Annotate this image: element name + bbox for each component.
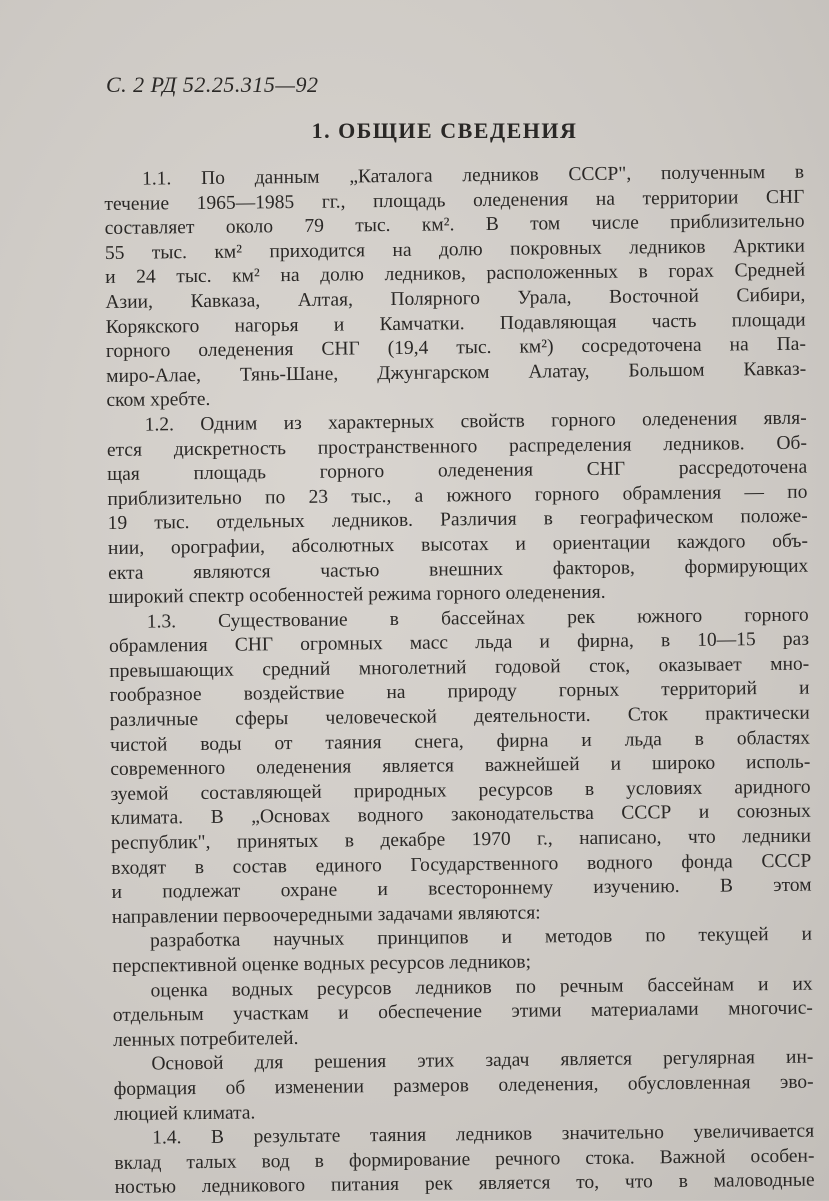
section-body [104,161,815,1201]
text-line: 55 тыс. км² приходится на долю покровных ледников Арктики [104,235,805,264]
text-line: ностью ледникового питания рек является то, что в маловодные [114,1169,815,1199]
text-line: 1.3. Существование в бассейнах рек южного горного [146,604,809,633]
text-line: оценка водных ресурсов ледников по речным бассейнам и их [150,973,813,1002]
text-line: течение 1965—1985 гг., площадь оледенения на территории СНГ [104,186,805,215]
text-line: климата. В „Основах водного законодательства СССР и союзных [110,801,811,830]
text-line: щая площадь горного оледенения СНГ рассредоточена [107,456,808,486]
text-line: широкий спектр особенностей режима горного оледенения. [108,581,606,609]
text-line: Корякского нагорья и Камчатки. Подавляющая часть площади [105,309,806,338]
text-line: превышающих средний многолетний годовой сток, оказывает мно- [109,653,810,682]
text-line: направлении первоочередными задачами являются: [111,902,541,928]
text-line: 1.4. В результате таяния ледников значительно увеличивается [152,1120,815,1149]
text-line: и подлежат охране и всестороннему изучению. В этом [111,874,812,904]
text-line: екта являются частью внешних факторов, формирующих [108,555,809,584]
text-line: горного оледенения СНГ (19,4 тыс. км²) сосредоточена на Па- [105,333,806,363]
text-line: чистой воды от таяния снега, фирна и льда в областях [109,727,811,756]
text-line: Основой для решения этих задач является регулярная ин- [151,1046,814,1075]
section-title: 1. ОБЩИЕ СВЕДЕНИЯ [311,118,578,143]
text-line: 19 тыс. отдельных ледников. Различия в географическом положе- [107,505,808,535]
text-line: обрамления СНГ огромных масс льда и фирна, в 10—15 раз [108,628,810,658]
text-line: и 24 тыс. км² на долю ледников, расположенных в горах Средней [105,260,806,289]
text-line: приблизительно по 23 тыс., а южного горного обрамления — по [107,481,808,510]
text-line: ском хребте. [106,389,211,412]
text-line: перспективной оценке водных ресурсов ледников; [112,951,532,977]
text-line: 1.2. Одним из характерных свойств горного оледенения явля- [144,407,807,436]
text-line: гообразное воздействие на природу горных территорий и [109,678,810,707]
text-line: разработка научных принципов и методов по текущей и [149,924,813,952]
text-line: ется дискретность пространственного распределения ледников. Об- [106,432,808,461]
text-line: отдельным участкам и обеспечение этими материалами многочис- [112,997,813,1027]
text-line: ленных потребителей. [113,1027,299,1051]
text-line: современного оледенения является важнейшей и широко исполь- [110,751,811,781]
text-line: миро-Алае, Тянь-Шане, Джунгарском Алатау, Большом Кавказ- [106,358,807,387]
text-line: входят в состав единого Государственного водного фонда СССР [111,850,812,879]
text-line: Азии, Кавказа, Алтая, Полярного Урала, Восточной Сибири, [105,284,806,313]
text-line: люцией климата. [113,1102,256,1125]
text-line: формация об изменении размеров оледенения, обусловленная эво- [113,1071,814,1100]
text-line: составляет около 79 тыс. км². В том числе приблизительно [104,210,805,240]
text-line: нии, орографии, абсолютных высотах и ориентации каждого объ- [107,530,809,559]
text-line: зуемой составляющей природных ресурсов в условиях аридного [110,776,811,805]
text-line: вклад талых вод в формирование речного стока. Важной особен- [114,1145,815,1174]
page-header: С. 2 РД 52.25.315—92 [106,72,319,97]
text-line: республик", принятых в декабре 1970 г., написано, что ледники [110,825,812,854]
text-line: различные сферы человеческой деятельности. Сток практически [109,702,810,732]
text-line: 1.1. По данным „Каталога ледников СССР", полученным в [142,161,805,190]
